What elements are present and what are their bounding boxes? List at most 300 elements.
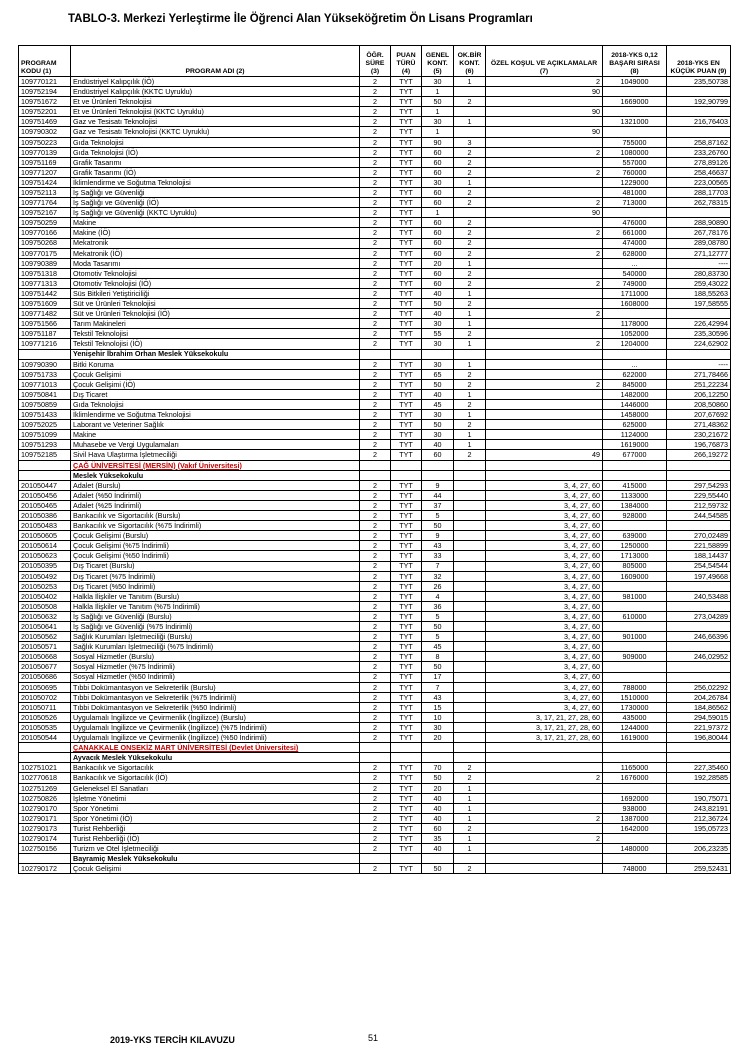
cell-extra-quota: 2 (454, 823, 486, 833)
empty-cell (454, 743, 486, 753)
cell-min-score: 288,17703 (667, 188, 731, 198)
cell-rank: 749000 (603, 278, 667, 288)
empty-cell (667, 743, 731, 753)
cell-duration: 2 (360, 793, 391, 803)
table-row (19, 238, 731, 248)
cell-duration: 2 (360, 763, 391, 773)
table-row (19, 319, 731, 329)
cell-duration: 2 (360, 117, 391, 127)
cell-program-code: 109750259 (19, 218, 71, 228)
cell-rank: 677000 (603, 450, 667, 460)
cell-duration: 2 (360, 844, 391, 854)
cell-quota: 36 (422, 601, 454, 611)
cell-quota: 10 (422, 712, 454, 722)
table-body (19, 77, 731, 874)
empty-cell (422, 460, 454, 470)
cell-conditions (486, 157, 603, 167)
cell-quota: 50 (422, 622, 454, 632)
cell-extra-quota: 2 (454, 369, 486, 379)
cell-duration: 2 (360, 511, 391, 521)
cell-program-code: 201050623 (19, 551, 71, 561)
table-row (19, 763, 731, 773)
empty-cell (603, 854, 667, 864)
cell-quota: 60 (422, 278, 454, 288)
cell-conditions (486, 400, 603, 410)
cell-program-name: Çocuk Gelişimi (%50 İndirimli) (71, 551, 360, 561)
cell-rank: 1730000 (603, 702, 667, 712)
cell-conditions (486, 763, 603, 773)
table-row (19, 440, 731, 450)
cell-extra-quota: 1 (454, 359, 486, 369)
cell-quota: 45 (422, 642, 454, 652)
cell-rank: 938000 (603, 803, 667, 813)
table-row (19, 228, 731, 238)
cell-duration: 2 (360, 218, 391, 228)
empty-cell (486, 470, 603, 480)
cell-program-code: 109751566 (19, 319, 71, 329)
cell-duration: 2 (360, 228, 391, 238)
cell-score-type: TYT (391, 198, 422, 208)
cell-conditions (486, 864, 603, 874)
cell-min-score: 196,80044 (667, 733, 731, 743)
cell-score-type: TYT (391, 531, 422, 541)
cell-min-score: 289,08780 (667, 238, 731, 248)
cell-program-name: Dış Ticaret (%75 İndirimli) (71, 571, 360, 581)
cell-score-type: TYT (391, 339, 422, 349)
table-row (19, 591, 731, 601)
cell-score-type: TYT (391, 278, 422, 288)
cell-extra-quota (454, 622, 486, 632)
cell-extra-quota: 2 (454, 763, 486, 773)
cell-score-type: TYT (391, 400, 422, 410)
cell-extra-quota (454, 87, 486, 97)
cell-quota: 60 (422, 198, 454, 208)
cell-min-score: 192,28585 (667, 773, 731, 783)
school-name: Meslek Yüksekokulu (71, 470, 360, 480)
cell-program-name: Tarım Makineleri (71, 319, 360, 329)
cell-min-score: 271,12777 (667, 248, 731, 258)
cell-duration: 2 (360, 238, 391, 248)
cell-conditions: 49 (486, 450, 603, 460)
cell-min-score: 212,36724 (667, 813, 731, 823)
cell-duration: 2 (360, 157, 391, 167)
table-row (19, 268, 731, 278)
cell-rank (603, 208, 667, 218)
cell-score-type: TYT (391, 844, 422, 854)
cell-rank (603, 662, 667, 672)
table-row (19, 127, 731, 137)
cell-rank: 1049000 (603, 77, 667, 87)
cell-program-code: 201050695 (19, 682, 71, 692)
cell-extra-quota: 2 (454, 97, 486, 107)
cell-score-type: TYT (391, 864, 422, 874)
cell-min-score: 256,02292 (667, 682, 731, 692)
cell-program-code: 102790172 (19, 864, 71, 874)
university-name: ÇANAKKALE ONSEKİZ MART ÜNİVERSİTESİ (Devlet Üniversitesi) (71, 743, 360, 753)
cell-extra-quota (454, 500, 486, 510)
cell-quota: 50 (422, 773, 454, 783)
cell-quota: 44 (422, 490, 454, 500)
cell-min-score: 226,42994 (667, 319, 731, 329)
empty-cell (391, 753, 422, 763)
cell-rank: ... (603, 359, 667, 369)
cell-extra-quota: 1 (454, 793, 486, 803)
cell-min-score (667, 783, 731, 793)
cell-conditions (486, 177, 603, 187)
cell-rank: 481000 (603, 188, 667, 198)
cell-min-score: 243,82191 (667, 803, 731, 813)
empty-cell (360, 854, 391, 864)
cell-min-score: 288,90890 (667, 218, 731, 228)
table-row (19, 723, 731, 733)
cell-min-score: 246,66396 (667, 632, 731, 642)
cell-conditions (486, 218, 603, 228)
cell-extra-quota (454, 642, 486, 652)
cell-rank: 1713000 (603, 551, 667, 561)
cell-quota: 60 (422, 188, 454, 198)
cell-conditions (486, 430, 603, 440)
cell-min-score: 271,48362 (667, 420, 731, 430)
table-row (19, 521, 731, 531)
cell-program-name: Spor Yönetimi (71, 803, 360, 813)
cell-program-name: Mekatronik (71, 238, 360, 248)
cell-extra-quota (454, 521, 486, 531)
cell-min-score: 273,04289 (667, 611, 731, 621)
cell-score-type: TYT (391, 309, 422, 319)
cell-program-code: 102790174 (19, 834, 71, 844)
cell-score-type: TYT (391, 551, 422, 561)
cell-program-name: Çocuk Gelişimi (71, 369, 360, 379)
cell-rank: 415000 (603, 480, 667, 490)
cell-rank: 625000 (603, 420, 667, 430)
cell-conditions: 2 (486, 773, 603, 783)
empty-cell (422, 753, 454, 763)
cell-score-type: TYT (391, 682, 422, 692)
cell-program-name: Uygulamalı İngilizce ve Çevirmenlik (İngilizce) (Burslu) (71, 712, 360, 722)
cell-quota: 70 (422, 763, 454, 773)
cell-program-name: Süs Bitkileri Yetiştiriciliği (71, 288, 360, 298)
cell-extra-quota: 1 (454, 117, 486, 127)
cell-extra-quota (454, 601, 486, 611)
cell-program-name: Sosyal Hizmetler (%50 İndirimli) (71, 672, 360, 682)
cell-conditions (486, 268, 603, 278)
empty-cell (360, 349, 391, 359)
table-row (19, 652, 731, 662)
cell-min-score (667, 662, 731, 672)
cell-duration: 2 (360, 733, 391, 743)
cell-score-type: TYT (391, 723, 422, 733)
empty-cell (667, 753, 731, 763)
header-score-type: PUAN TÜRÜ (4) (391, 46, 422, 77)
cell-program-code: 102790171 (19, 813, 71, 823)
cell-min-score (667, 87, 731, 97)
cell-program-name: Makine (İÖ) (71, 228, 360, 238)
cell-program-code: 102750826 (19, 793, 71, 803)
cell-rank: 661000 (603, 228, 667, 238)
cell-program-code: 109751469 (19, 117, 71, 127)
cell-conditions: 3, 4, 27, 60 (486, 601, 603, 611)
empty-cell (391, 743, 422, 753)
cell-program-name: İklimlendirme ve Soğutma Teknolojisi (71, 410, 360, 420)
cell-program-code: 109790302 (19, 127, 71, 137)
cell-quota: 60 (422, 218, 454, 228)
table-row (19, 77, 731, 87)
cell-program-code: 109751609 (19, 299, 71, 309)
cell-score-type: TYT (391, 288, 422, 298)
cell-rank: 901000 (603, 632, 667, 642)
table-row (19, 97, 731, 107)
cell-conditions: 3, 4, 27, 60 (486, 521, 603, 531)
cell-min-score: 184,86562 (667, 702, 731, 712)
table-row (19, 248, 731, 258)
cell-duration: 2 (360, 420, 391, 430)
empty-cell (391, 470, 422, 480)
cell-duration: 2 (360, 500, 391, 510)
cell-conditions (486, 137, 603, 147)
cell-conditions: 3, 4, 27, 60 (486, 531, 603, 541)
cell-duration: 2 (360, 268, 391, 278)
cell-program-code: 201050711 (19, 702, 71, 712)
table-row (19, 117, 731, 127)
cell-score-type: TYT (391, 490, 422, 500)
cell-extra-quota (454, 208, 486, 218)
cell-program-code: 201050456 (19, 490, 71, 500)
cell-program-name: Otomotiv Teknolojisi (İÖ) (71, 278, 360, 288)
cell-rank: 1165000 (603, 763, 667, 773)
cell-rank (603, 783, 667, 793)
cell-rank: 1321000 (603, 117, 667, 127)
cell-rank: 1244000 (603, 723, 667, 733)
cell-min-score: 258,46637 (667, 167, 731, 177)
cell-extra-quota (454, 702, 486, 712)
header-extra-quota: OK.BİR KONT. (6) (454, 46, 486, 77)
cell-conditions: 2 (486, 198, 603, 208)
empty-cell (391, 854, 422, 864)
cell-program-name: Uygulamalı İngilizce ve Çevirmenlik (İngilizce) (%75 İndirimli) (71, 723, 360, 733)
cell-rank (603, 127, 667, 137)
school-name: Bayramiç Meslek Yüksekokulu (71, 854, 360, 864)
cell-min-score: 235,30596 (667, 329, 731, 339)
cell-rank (603, 622, 667, 632)
cell-conditions: 3, 4, 27, 60 (486, 561, 603, 571)
cell-quota: 35 (422, 834, 454, 844)
cell-rank: 760000 (603, 167, 667, 177)
empty-cell (667, 854, 731, 864)
cell-extra-quota: 2 (454, 299, 486, 309)
cell-conditions (486, 188, 603, 198)
cell-rank: 1619000 (603, 733, 667, 743)
cell-program-code: 109771013 (19, 379, 71, 389)
cell-quota: 30 (422, 430, 454, 440)
cell-score-type: TYT (391, 87, 422, 97)
footer-guide-title: 2019-YKS TERCİH KILAVUZU (110, 1035, 235, 1045)
cell-score-type: TYT (391, 622, 422, 632)
table-row (19, 783, 731, 793)
cell-min-score: 270,02489 (667, 531, 731, 541)
cell-extra-quota: 1 (454, 813, 486, 823)
cell-extra-quota: 2 (454, 773, 486, 783)
header-duration: ÖĞR. SÜRE (3) (360, 46, 391, 77)
cell-rank: 474000 (603, 238, 667, 248)
cell-extra-quota (454, 682, 486, 692)
cell-min-score (667, 107, 731, 117)
table-row (19, 844, 731, 854)
cell-score-type: TYT (391, 692, 422, 702)
cell-extra-quota (454, 480, 486, 490)
cell-rank: 1052000 (603, 329, 667, 339)
cell-conditions: 2 (486, 339, 603, 349)
cell-program-code: 201050386 (19, 511, 71, 521)
section-code-cell (19, 470, 71, 480)
cell-min-score (667, 309, 731, 319)
empty-cell (360, 470, 391, 480)
cell-score-type: TYT (391, 500, 422, 510)
cell-quota: 1 (422, 87, 454, 97)
cell-extra-quota: 1 (454, 844, 486, 854)
cell-score-type: TYT (391, 389, 422, 399)
cell-score-type: TYT (391, 561, 422, 571)
empty-cell (454, 753, 486, 763)
cell-min-score: 223,00565 (667, 177, 731, 187)
cell-score-type: TYT (391, 228, 422, 238)
cell-program-name: Dış Ticaret (Burslu) (71, 561, 360, 571)
table-row (19, 389, 731, 399)
cell-min-score: 262,78315 (667, 198, 731, 208)
cell-program-name: Tıbbi Dokümantasyon ve Sekreterlik (%50 İndirimli) (71, 702, 360, 712)
cell-rank: 981000 (603, 591, 667, 601)
cell-conditions (486, 440, 603, 450)
cell-program-code: 109750841 (19, 389, 71, 399)
cell-duration: 2 (360, 410, 391, 420)
cell-program-code: 201050483 (19, 521, 71, 531)
table-row (19, 379, 731, 389)
cell-program-code: 201050526 (19, 712, 71, 722)
table-row (19, 309, 731, 319)
cell-program-code: 109790390 (19, 359, 71, 369)
cell-program-name: Turist Rehberliği (İÖ) (71, 834, 360, 844)
cell-duration: 2 (360, 147, 391, 157)
cell-rank: 1250000 (603, 541, 667, 551)
cell-conditions: 3, 17, 21, 27, 28, 60 (486, 712, 603, 722)
empty-cell (422, 854, 454, 864)
table-row (19, 864, 731, 874)
table-row (19, 551, 731, 561)
table-row (19, 420, 731, 430)
cell-program-name: Tekstil Teknolojisi (İÖ) (71, 339, 360, 349)
cell-score-type: TYT (391, 77, 422, 87)
header-conditions: ÖZEL KOŞUL VE AÇIKLAMALAR (7) (486, 46, 603, 77)
cell-extra-quota: 1 (454, 339, 486, 349)
cell-duration: 2 (360, 430, 391, 440)
cell-rank: 628000 (603, 248, 667, 258)
cell-min-score: 212,59732 (667, 500, 731, 510)
cell-conditions: 90 (486, 208, 603, 218)
cell-program-code: 201050535 (19, 723, 71, 733)
cell-conditions: 2 (486, 834, 603, 844)
cell-conditions: 3, 4, 27, 60 (486, 652, 603, 662)
cell-quota: 30 (422, 359, 454, 369)
cell-score-type: TYT (391, 662, 422, 672)
table-row (19, 803, 731, 813)
cell-min-score: 227,35460 (667, 763, 731, 773)
cell-program-name: Turist Rehberliği (71, 823, 360, 833)
cell-score-type: TYT (391, 137, 422, 147)
cell-conditions: 3, 4, 27, 60 (486, 480, 603, 490)
cell-min-score (667, 581, 731, 591)
table-row (19, 611, 731, 621)
cell-duration: 2 (360, 551, 391, 561)
cell-conditions: 2 (486, 167, 603, 177)
empty-cell (486, 349, 603, 359)
cell-program-code: 109751187 (19, 329, 71, 339)
cell-min-score: 204,26784 (667, 692, 731, 702)
cell-rank: 1178000 (603, 319, 667, 329)
cell-quota: 30 (422, 77, 454, 87)
cell-rank: 1229000 (603, 177, 667, 187)
cell-score-type: TYT (391, 430, 422, 440)
table-row (19, 359, 731, 369)
empty-cell (360, 460, 391, 470)
cell-min-score: 259,43022 (667, 278, 731, 288)
cell-score-type: TYT (391, 632, 422, 642)
school-section-row (19, 470, 731, 480)
cell-program-name: Sivil Hava Ulaştırma İşletmeciliği (71, 450, 360, 460)
empty-cell (422, 743, 454, 753)
cell-score-type: TYT (391, 712, 422, 722)
cell-conditions: 3, 4, 27, 60 (486, 571, 603, 581)
cell-program-code: 201050544 (19, 733, 71, 743)
cell-score-type: TYT (391, 450, 422, 460)
table-row (19, 773, 731, 783)
empty-cell (454, 460, 486, 470)
cell-duration: 2 (360, 803, 391, 813)
cell-conditions (486, 803, 603, 813)
cell-duration: 2 (360, 712, 391, 722)
table-row (19, 823, 731, 833)
cell-quota: 40 (422, 803, 454, 813)
cell-min-score: 207,67692 (667, 410, 731, 420)
cell-score-type: TYT (391, 107, 422, 117)
table-row (19, 692, 731, 702)
cell-conditions (486, 410, 603, 420)
cell-conditions: 2 (486, 379, 603, 389)
cell-program-code: 109771207 (19, 167, 71, 177)
cell-program-name: Adalet (%25 İndirimli) (71, 500, 360, 510)
cell-quota: 50 (422, 420, 454, 430)
table-row (19, 511, 731, 521)
cell-min-score: 235,50738 (667, 77, 731, 87)
cell-conditions (486, 238, 603, 248)
university-section-row (19, 743, 731, 753)
table-row (19, 632, 731, 642)
empty-cell (391, 460, 422, 470)
cell-program-code: 201050641 (19, 622, 71, 632)
cell-program-code: 109750859 (19, 400, 71, 410)
cell-duration: 2 (360, 773, 391, 783)
cell-program-name: Et ve Ürünleri Teknolojisi (KKTC Uyruklu) (71, 107, 360, 117)
cell-duration: 2 (360, 339, 391, 349)
cell-extra-quota: 2 (454, 198, 486, 208)
cell-min-score: 259,52431 (667, 864, 731, 874)
cell-program-name: Makine (71, 430, 360, 440)
cell-conditions (486, 420, 603, 430)
table-row (19, 601, 731, 611)
cell-score-type: TYT (391, 329, 422, 339)
cell-rank: 1133000 (603, 490, 667, 500)
cell-program-name: Spor Yönetimi (İÖ) (71, 813, 360, 823)
cell-rank: 1458000 (603, 410, 667, 420)
cell-min-score: 251,22234 (667, 379, 731, 389)
